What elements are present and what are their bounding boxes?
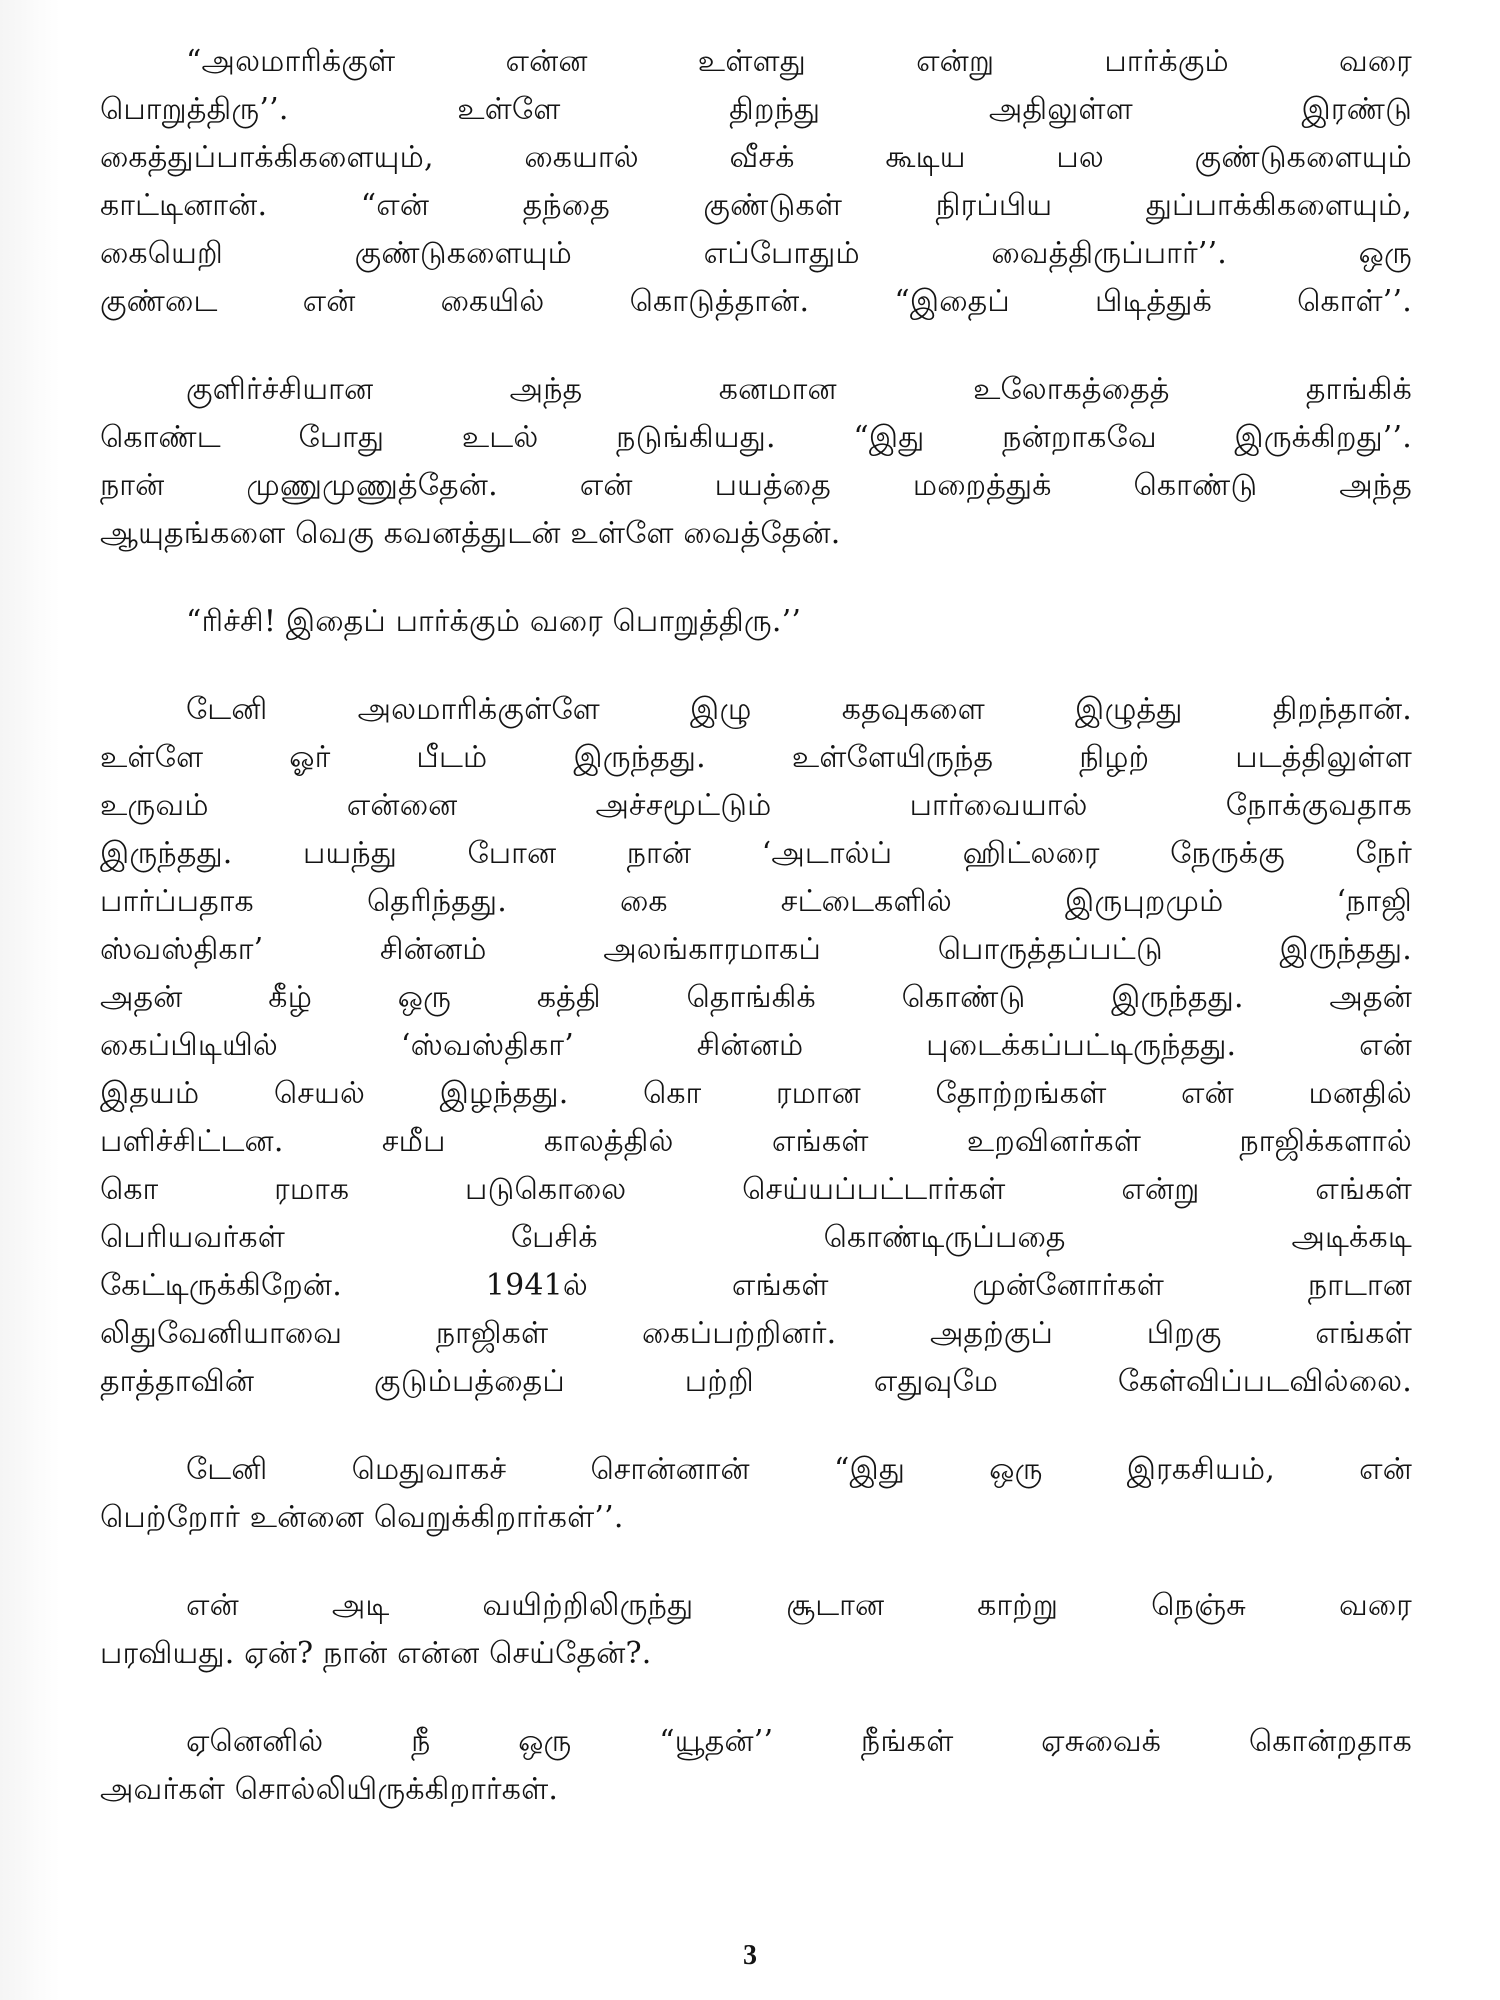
text-line: பெற்றோர் உன்னை வெறுக்கிறார்கள்’’. [100,1500,624,1535]
paragraph-4 [100,686,1412,1406]
body-text [100,38,1412,1854]
paragraph-5 [100,1446,1412,1542]
text-line: குளிர்ச்சியான அந்த கனமான உலோகத்தைத் தாங்கிக் [186,372,1412,407]
text-line: பெரியவர்கள் பேசிக் கொண்டிருப்பதை அடிக்கடி [100,1220,1412,1255]
text-line: கொண்ட போது உடல் நடுங்கியது. “இது நன்றாகவே இருக்கிறது’’. [100,420,1412,455]
scan-edge-shadow [0,0,60,2000]
text-line: ஸ்வஸ்திகா’ சின்னம் அலங்காரமாகப் பொருத்தப்பட்டு இருந்தது. [100,932,1412,967]
text-line: “அலமாரிக்குள் என்ன உள்ளது என்று பார்க்கும் வரை [186,44,1412,79]
text-line: கையெறி குண்டுகளையும் எப்போதும் வைத்திருப்பார்’’. ஒரு [100,236,1412,271]
paragraph-6 [100,1582,1412,1678]
paragraph-2 [100,366,1412,558]
text-line: ஆயுதங்களை வெகு கவனத்துடன் உள்ளே வைத்தேன். [100,516,841,551]
text-line: கொ ரமாக படுகொலை செய்யப்பட்டார்கள் என்று எங்கள் [100,1172,1412,1207]
paragraph-7 [100,1718,1412,1814]
text-line: அதன் கீழ் ஒரு கத்தி தொங்கிக் கொண்டு இருந்தது. அதன் [100,980,1412,1015]
text-line: என் அடி வயிற்றிலிருந்து சூடான காற்று நெஞ்சு வரை [186,1588,1412,1623]
text-line: இதயம் செயல் இழந்தது. கொ ரமான தோற்றங்கள் என் மனதில் [100,1076,1412,1111]
text-line: குண்டை என் கையில் கொடுத்தான். “இதைப் பிடித்துக் கொள்’’. [100,284,1412,319]
page-number: 3 [743,1940,757,1971]
text-line: “ரிச்சி! இதைப் பார்க்கும் வரை பொறுத்திரு.’’ [186,604,802,639]
text-line: பொறுத்திரு’’. உள்ளே திறந்து அதிலுள்ள இரண்டு [100,92,1412,127]
text-line: உள்ளே ஓர் பீடம் இருந்தது. உள்ளேயிருந்த நிழற் படத்திலுள்ள [100,740,1412,775]
text-line: பார்ப்பதாக தெரிந்தது. கை சட்டைகளில் இருபுறமும் ‘நாஜி [100,884,1412,919]
paragraph-1 [100,38,1412,326]
text-line: நான் முணுமுணுத்தேன். என் பயத்தை மறைத்துக் கொண்டு அந்த [100,468,1412,503]
text-line: லிதுவேனியாவை நாஜிகள் கைப்பற்றினர். அதற்குப் பிறகு எங்கள் [100,1316,1412,1351]
text-line: உருவம் என்னை அச்சமூட்டும் பார்வையால் நோக்குவதாக [100,788,1412,823]
text-line: பளிச்சிட்டன. சமீப காலத்தில் எங்கள் உறவினர்கள் நாஜிக்களால் [100,1124,1412,1159]
text-line: டேனி அலமாரிக்குள்ளே இழு கதவுகளை இழுத்து திறந்தான். [186,692,1412,727]
text-line: இருந்தது. பயந்து போன நான் ‘அடால்ப் ஹிட்லரை நேருக்கு நேர் [100,836,1412,871]
text-line: அவர்கள் சொல்லியிருக்கிறார்கள். [100,1772,559,1807]
text-line: கைப்பிடியில் ‘ஸ்வஸ்திகா’ சின்னம் புடைக்கப்பட்டிருந்தது. என் [100,1028,1412,1063]
text-line: காட்டினான். “என் தந்தை குண்டுகள் நிரப்பிய துப்பாக்கிகளையும், [100,188,1412,223]
text-line: ஏனெனில் நீ ஒரு “யூதன்’’ நீங்கள் ஏசுவைக் கொன்றதாக [186,1724,1412,1759]
text-line: தாத்தாவின் குடும்பத்தைப் பற்றி எதுவுமே கேள்விப்படவில்லை. [100,1364,1412,1399]
text-line: பரவியது. ஏன்? நான் என்ன செய்தேன்?. [100,1636,652,1671]
text-line: டேனி மெதுவாகச் சொன்னான் “இது ஒரு இரகசியம், என் [186,1452,1412,1487]
paragraph-3 [100,598,1412,646]
text-line: கேட்டிருக்கிறேன். 1941ல் எங்கள் முன்னோர்கள் நாடான [100,1268,1412,1303]
text-line: கைத்துப்பாக்கிகளையும், கையால் வீசக் கூடிய பல குண்டுகளையும் [100,140,1412,175]
